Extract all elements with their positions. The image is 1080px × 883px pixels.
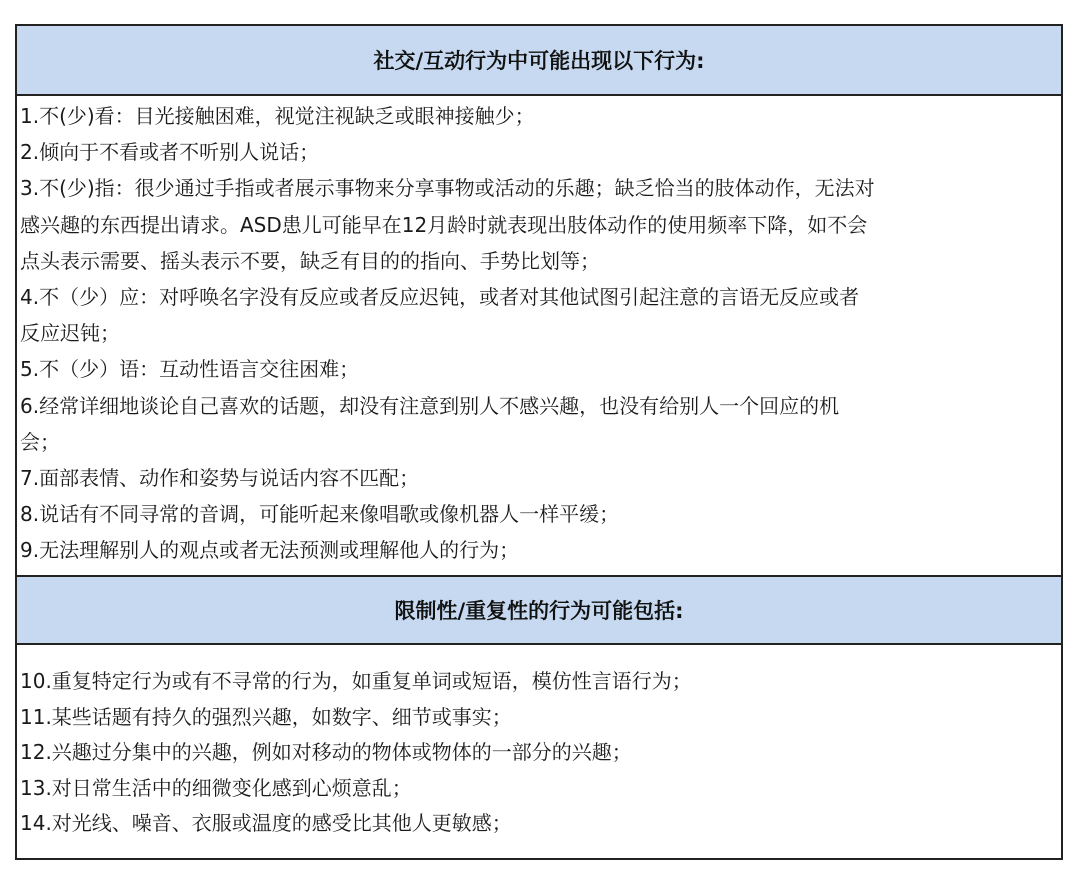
list-line: 11.某些话题有持久的强烈兴趣，如数字、细节或事实；	[20, 704, 512, 729]
list-line: 9.无法理解别人的观点或者无法预测或理解他人的行为；	[20, 538, 520, 563]
list-line: 会；	[20, 429, 60, 454]
list-line: 4.不（少）应：对呼唤名字没有反应或者反应迟钝，或者对其他试图引起注意的言语无反应或者	[20, 284, 860, 309]
section-header-social-interaction: 社交/互动行为中可能出现以下行为:	[17, 26, 1061, 96]
list-line: 2.倾向于不看或者不听别人说话；	[20, 140, 320, 165]
list-line: 10.重复特定行为或有不寻常的行为，如重复单词或短语，模仿性言语行为；	[20, 669, 692, 693]
list-line: 反应迟钝；	[20, 321, 120, 346]
section-header-restricted-repetitive: 限制性/重复性的行为可能包括:	[17, 575, 1061, 645]
list-line: 3.不(少)指：很少通过手指或者展示事物来分享事物或活动的乐趣；缺乏恰当的肢体动作，无法对	[20, 176, 875, 201]
restricted-repetitive-list	[20, 664, 1057, 842]
list-line: 感兴趣的东西提出请求。ASD患儿可能早在12月龄时就表现出肢体动作的使用频率下降，如不会	[20, 212, 868, 237]
list-line: 14.对光线、噪音、衣服或温度的感受比其他人更敏感；	[20, 811, 512, 836]
list-line: 6.经常详细地谈论自己喜欢的话题，却没有注意到别人不感兴趣，也没有给别人一个回应的机	[20, 393, 840, 418]
list-line: 12.兴趣过分集中的兴趣，例如对移动的物体或物体的一部分的兴趣；	[20, 740, 632, 765]
list-line: 点头表示需要、摇头表示不要，缺乏有目的的指向、手势比划等；	[20, 248, 600, 273]
list-line: 1.不(少)看：目光接触困难，视觉注视缺乏或眼神接触少；	[20, 104, 535, 128]
list-line: 13.对日常生活中的细微变化感到心烦意乱；	[20, 775, 412, 800]
list-line: 7.面部表情、动作和姿势与说话内容不匹配；	[20, 465, 420, 490]
list-line: 8.说话有不同寻常的音调，可能听起来像唱歌或像机器人一样平缓；	[20, 502, 620, 527]
list-line: 5.不（少）语：互动性语言交往困难；	[20, 357, 360, 382]
behavior-table	[15, 24, 1063, 860]
social-interaction-list	[20, 98, 1057, 568]
